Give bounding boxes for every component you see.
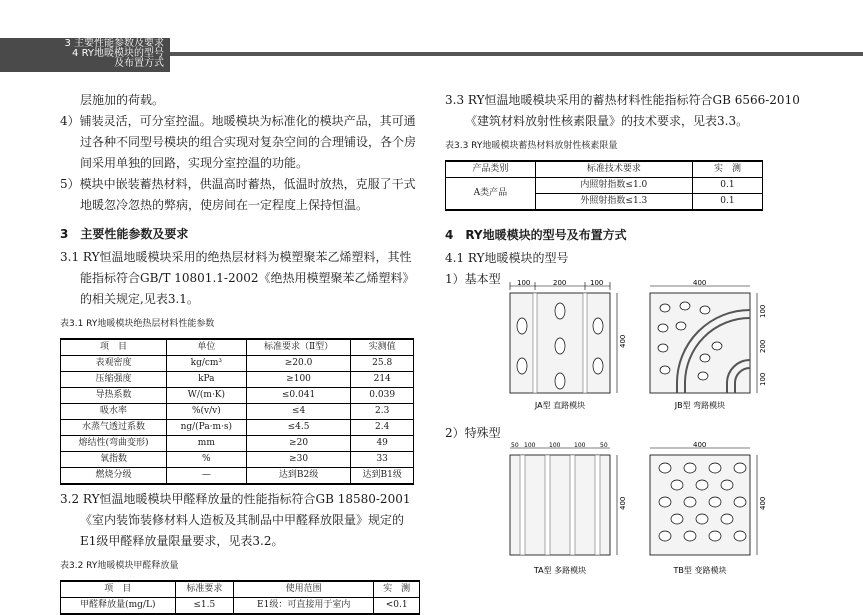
cell: 内照射指数≤1.0 — [535, 178, 692, 194]
th: 单位 — [166, 339, 246, 356]
cell: A类产品 — [446, 178, 536, 211]
cell: kg/cm³ — [166, 356, 246, 372]
left-column — [60, 90, 420, 615]
basic-type-label: 1）基本型 — [445, 272, 501, 286]
cell: ng/(Pa·m·s) — [166, 420, 246, 436]
cell: ≥100 — [246, 372, 351, 388]
cell: mm — [166, 436, 246, 452]
dim-label: 100 — [759, 372, 767, 386]
dim-label: 200 — [759, 339, 767, 353]
cell: 214 — [351, 372, 414, 388]
cell: ≤1.5 — [175, 598, 234, 615]
table-header-row — [61, 339, 414, 356]
cell: 0.1 — [692, 178, 762, 194]
para-4: 4）铺装灵活，可分室控温。地暖模块为标准化的模块产品，其可通过各种不同型号模块的组合实现对复杂空间的合理铺设，各个房间采用单独的回路，实现分室控温的功能。 — [60, 114, 417, 170]
table-3-2-caption: 表3.2 RY地暖模块甲醛释放量 — [60, 561, 179, 571]
th: 项 目 — [61, 581, 176, 598]
cell: 0.039 — [351, 388, 414, 404]
cell: 甲醛释放量(mg/L) — [61, 598, 176, 615]
dim-label: 400 — [693, 441, 707, 449]
ta-module-diagram — [505, 440, 630, 580]
dim-label: 100 — [590, 279, 604, 287]
jb-caption: JB型 弯路模块 — [674, 401, 726, 410]
cell: 表观密度 — [61, 356, 167, 372]
ja-module-diagram — [505, 278, 630, 418]
dim-label: 100 — [517, 279, 531, 287]
table-row — [446, 178, 763, 194]
cell: %(v/v) — [166, 404, 246, 420]
table-3-3-caption: 表3.3 RY地暖模块蓄热材料放射性核素限量 — [445, 141, 618, 151]
th: 使用范围 — [234, 581, 374, 598]
table-row — [61, 372, 414, 388]
cell: % — [166, 452, 246, 468]
cell: <0.1 — [374, 598, 420, 615]
cell: 吸水率 — [61, 404, 167, 420]
dim-label: 400 — [693, 279, 707, 287]
header-line3: 及布置方式 — [114, 58, 164, 69]
para-cont: 层施加的荷载。 — [80, 93, 165, 107]
th: 产品类别 — [446, 161, 536, 178]
th: 标准要求 — [175, 581, 234, 598]
cell: 49 — [351, 436, 414, 452]
cell: 压缩强度 — [61, 372, 167, 388]
special-type-label: 2）特殊型 — [445, 426, 501, 440]
right-column — [445, 90, 815, 290]
header-rule — [170, 52, 863, 56]
cell: ≥20 — [246, 436, 351, 452]
cell: ≥20.0 — [246, 356, 351, 372]
table-header-row — [446, 161, 763, 178]
dim-label: 100 — [549, 442, 561, 449]
section-3-heading: 3 主要性能参数及要求 — [60, 227, 189, 241]
cell: kPa — [166, 372, 246, 388]
table-row — [61, 356, 414, 372]
cell: 水蒸气透过系数 — [61, 420, 167, 436]
ta-caption: TA型 多路模块 — [533, 566, 587, 575]
table-3-1 — [60, 338, 414, 485]
cell: 2.3 — [351, 404, 414, 420]
cell: 熔结性(弯曲变形) — [61, 436, 167, 452]
para-3-1: 3.1 RY恒温地暖模块采用的绝热层材料为模塑聚苯乙烯塑料，其性能指标符合GB/T 10801.1-2002《绝热用模塑聚苯乙烯塑料》的相关规定,见表3.1。 — [60, 250, 415, 306]
para-5: 5）模块中嵌装蓄热材料，供温高时蓄热，低温时放热，克服了干式地暖忽冷忽热的弊病，使房间在一定程度上保持恒温。 — [60, 177, 416, 212]
th: 标准技术要求 — [535, 161, 692, 178]
th: 实 测 — [692, 161, 762, 178]
dim-label: 400 — [759, 496, 767, 510]
cell: ≤4 — [246, 404, 351, 420]
tb-module-diagram — [645, 440, 770, 580]
th: 标准要求（Ⅱ型） — [246, 339, 351, 356]
dim-label: 50 — [600, 442, 608, 449]
cell: 燃烧分级 — [61, 468, 167, 485]
section-4-1-heading: 4.1 RY地暖模块的型号 — [445, 251, 569, 265]
table-row — [61, 388, 414, 404]
section-4-heading: 4 RY地暖模块的型号及布置方式 — [445, 228, 627, 242]
para-3-3: 3.3 RY恒温地暖模块采用的蓄热材料性能指标符合GB 6566-2010《建筑材料放射性核素限量》的技术要求，见表3.3。 — [445, 93, 800, 128]
th: 实 测 — [374, 581, 420, 598]
table-header-row — [61, 581, 420, 598]
header-text — [40, 39, 164, 69]
cell: 外照射指数≤1.3 — [535, 194, 692, 211]
dim-label: 100 — [759, 304, 767, 318]
cell: 25.8 — [351, 356, 414, 372]
table-3-2 — [60, 580, 420, 615]
cell: 导热系数 — [61, 388, 167, 404]
cell: E1级：可直接用于室内 — [234, 598, 374, 615]
table-row — [61, 420, 414, 436]
cell: 2.4 — [351, 420, 414, 436]
cell: ≥30 — [246, 452, 351, 468]
ja-caption: JA型 直路模块 — [534, 401, 586, 410]
table-row — [61, 598, 420, 615]
dim-label: 100 — [574, 442, 586, 449]
cell: 氧指数 — [61, 452, 167, 468]
dim-label: 50 — [511, 442, 519, 449]
th: 实测值 — [351, 339, 414, 356]
dim-label: 400 — [619, 334, 627, 348]
table-3-1-caption: 表3.1 RY地暖模块绝热层材料性能参数 — [60, 319, 215, 329]
table-row — [61, 436, 414, 452]
th: 项 目 — [61, 339, 167, 356]
dim-label: 200 — [553, 279, 567, 287]
cell: 达到B2级 — [246, 468, 351, 485]
cell: 33 — [351, 452, 414, 468]
dim-label: 400 — [619, 496, 627, 510]
tb-caption: TB型 变路模块 — [673, 566, 727, 575]
page-header — [0, 0, 863, 88]
jb-module-diagram — [645, 278, 770, 418]
para-3-2: 3.2 RY恒温地暖模块甲醛释放量的性能指标符合GB 18580-2001《室内装饰装修材料人造板及其制品中甲醛释放限量》规定的E1级甲醛释放量限量要求，见表3.2。 — [60, 492, 411, 548]
cell: W/(m·K) — [166, 388, 246, 404]
table-row — [61, 452, 414, 468]
cell: 达到B1级 — [351, 468, 414, 485]
cell: 0.1 — [692, 194, 762, 211]
table-row — [61, 468, 414, 485]
dim-label: 100 — [524, 442, 536, 449]
table-row — [61, 404, 414, 420]
cell: ≤0.041 — [246, 388, 351, 404]
header-line1: 3 主要性能参数及要求 — [64, 38, 164, 49]
table-3-3 — [445, 160, 763, 211]
header-line2: 4 RY地暖模块的型号 — [72, 48, 164, 59]
cell: ≤4.5 — [246, 420, 351, 436]
cell: — — [166, 468, 246, 485]
